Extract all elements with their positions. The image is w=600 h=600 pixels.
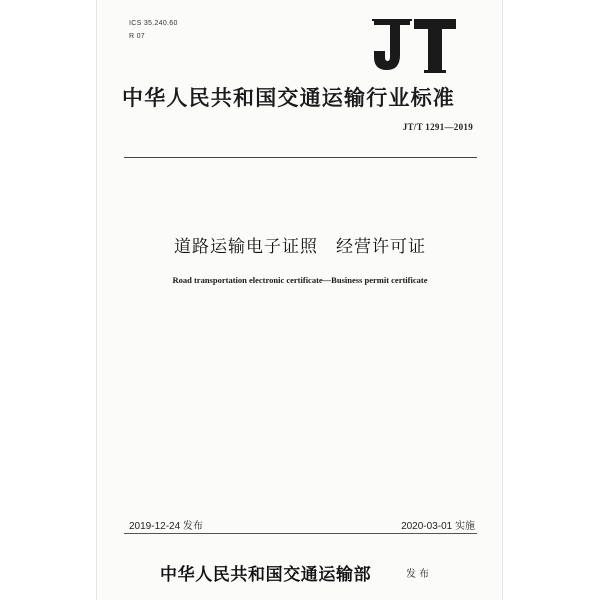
header-divider (124, 157, 477, 158)
standard-category-title: 中华人民共和国交通运输行业标准 (122, 86, 455, 110)
ics-code: ICS 35.240.60 (129, 20, 178, 27)
document-title-english: Road transportation electronic certificate—Business permit certificate (172, 275, 428, 285)
publisher-name: 中华人民共和国交通运输部 (160, 565, 372, 585)
jt-logo (370, 15, 460, 75)
implementation-date: 2020-03-01 实施 (401, 521, 475, 532)
release-date: 2019-12-24 发布 (129, 521, 203, 532)
jt-logo-graphic (370, 15, 460, 75)
standard-number: JT/T 1291—2019 (402, 122, 473, 132)
document-title-chinese: 道路运输电子证照 经营许可证 (174, 237, 426, 257)
ccs-code: R 07 (129, 33, 145, 40)
footer-divider (124, 533, 477, 534)
publish-label: 发布 (406, 569, 432, 580)
